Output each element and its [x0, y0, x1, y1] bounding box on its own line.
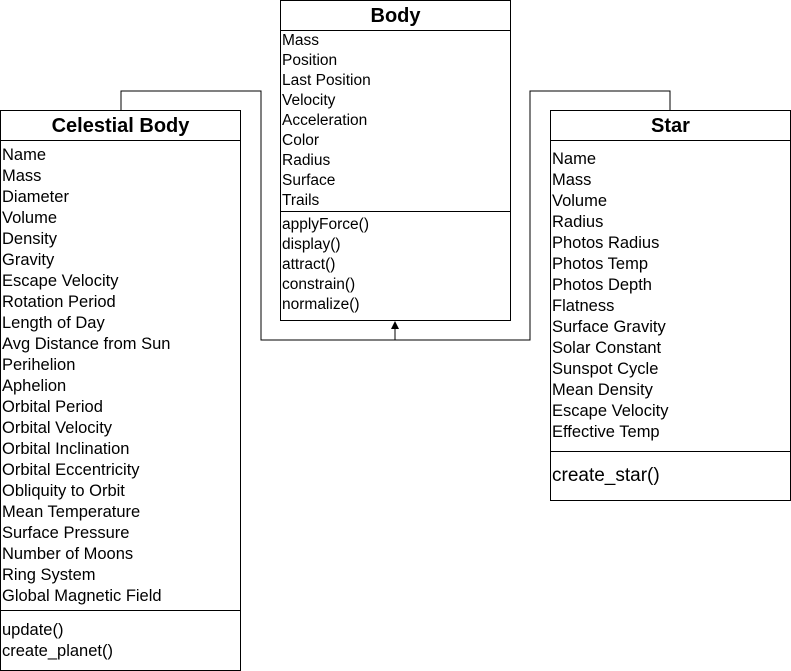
- attribute-item: Color: [282, 132, 320, 149]
- arrowhead-icon: [391, 321, 399, 329]
- class-body-title: Body: [281, 1, 510, 31]
- attribute-item: Sunspot Cycle: [552, 360, 659, 378]
- attribute-item: Orbital Inclination: [2, 440, 130, 458]
- attribute-item: Volume: [552, 192, 608, 210]
- attribute-item: Orbital Velocity: [2, 419, 113, 437]
- attribute-item: Number of Moons: [2, 545, 134, 563]
- attribute-item: Flatness: [552, 297, 615, 315]
- method-item: display(): [282, 236, 341, 253]
- attribute-item: Surface: [282, 172, 336, 189]
- attribute-item: Avg Distance from Sun: [2, 335, 171, 353]
- method-item: normalize(): [282, 296, 360, 313]
- class-star-methods: [552, 463, 790, 489]
- attribute-item: Global Magnetic Field: [2, 587, 162, 605]
- class-celestial-body: [0, 110, 241, 671]
- method-item: update(): [2, 621, 64, 639]
- class-celestial-body-attributes: [2, 145, 240, 607]
- class-body-attributes: [282, 31, 510, 211]
- method-item: create_star(): [552, 465, 660, 486]
- attribute-item: Obliquity to Orbit: [2, 482, 125, 500]
- method-item: attract(): [282, 256, 336, 273]
- attribute-item: Mass: [2, 167, 42, 185]
- method-item: create_planet(): [2, 642, 113, 660]
- attribute-item: Velocity: [282, 92, 336, 109]
- attribute-item: Effective Temp: [552, 423, 660, 441]
- class-star-attributes: [552, 149, 790, 443]
- attribute-item: Volume: [2, 209, 58, 227]
- attribute-item: Photos Temp: [552, 255, 649, 273]
- attribute-item: Last Position: [282, 72, 371, 89]
- attribute-item: Rotation Period: [2, 293, 116, 311]
- class-body: [280, 0, 511, 321]
- attribute-item: Escape Velocity: [552, 402, 669, 420]
- attribute-item: Perihelion: [2, 356, 76, 374]
- attribute-item: Name: [552, 150, 597, 168]
- attribute-item: Position: [282, 52, 338, 69]
- class-star: [550, 110, 791, 501]
- attribute-item: Acceleration: [282, 112, 368, 129]
- attribute-item: Trails: [282, 192, 320, 209]
- attribute-item: Radius: [282, 152, 331, 169]
- method-item: applyForce(): [282, 216, 369, 233]
- attribute-item: Aphelion: [2, 377, 67, 395]
- class-body-divider: [281, 211, 510, 212]
- attribute-item: Length of Day: [2, 314, 105, 332]
- class-star-divider: [551, 451, 790, 452]
- attribute-item: Orbital Eccentricity: [2, 461, 140, 479]
- attribute-item: Density: [2, 230, 58, 248]
- attribute-item: Diameter: [2, 188, 69, 206]
- class-celestial-body-methods: [2, 620, 240, 662]
- attribute-item: Name: [2, 146, 47, 164]
- attribute-item: Mean Density: [552, 381, 653, 399]
- attribute-item: Gravity: [2, 251, 55, 269]
- method-item: constrain(): [282, 276, 356, 293]
- attribute-item: Solar Constant: [552, 339, 662, 357]
- attribute-item: Surface Pressure: [2, 524, 130, 542]
- attribute-item: Photos Radius: [552, 234, 660, 252]
- attribute-item: Photos Depth: [552, 276, 652, 294]
- class-celestial-body-divider: [1, 610, 240, 611]
- attribute-item: Mass: [552, 171, 592, 189]
- attribute-item: Mean Temperature: [2, 503, 141, 521]
- attribute-item: Mass: [282, 32, 320, 49]
- attribute-item: Orbital Period: [2, 398, 103, 416]
- attribute-item: Escape Velocity: [2, 272, 119, 290]
- class-body-methods: [282, 215, 510, 315]
- attribute-item: Radius: [552, 213, 604, 231]
- class-celestial-body-title: Celestial Body: [1, 111, 240, 141]
- attribute-item: Surface Gravity: [552, 318, 666, 336]
- attribute-item: Ring System: [2, 566, 96, 584]
- class-star-title: Star: [551, 111, 790, 141]
